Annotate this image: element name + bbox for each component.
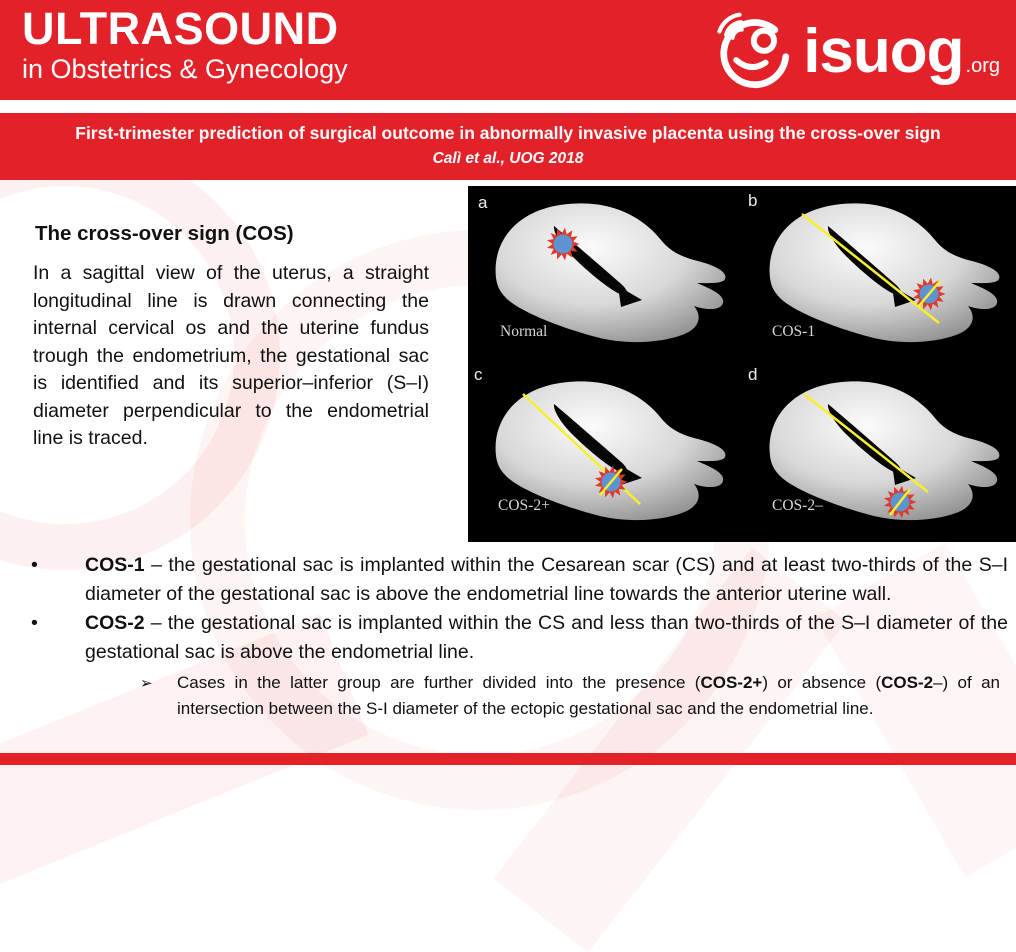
journal-logo — [22, 5, 348, 84]
panel-letter: a — [478, 193, 488, 212]
fetus-logo-icon — [709, 8, 797, 92]
panel-label: COS-2+ — [498, 497, 550, 514]
title-bar — [0, 113, 1016, 180]
sub-bullet-cos-2-subtypes — [140, 670, 1000, 722]
bullet-text: COS-2 – the gestational sac is implanted within the CS and less than two-thirds of the S–I diameter of the gestational sac is above the endometrial line. — [85, 612, 1008, 663]
panel-label: Normal — [500, 323, 548, 340]
isuog-logo-domain: .org — [965, 55, 1000, 77]
panel-label: COS-1 — [772, 323, 816, 340]
isuog-logo-text: isuog — [803, 17, 964, 86]
cos-figure — [468, 186, 1016, 542]
paper-citation: Calì et al., UOG 2018 — [432, 150, 584, 167]
panel-letter: d — [748, 365, 758, 384]
definition-paragraph: In a sagittal view of the uterus, a straight longitudinal line is drawn connecting the internal cervical os and the uterine fundus trough the endometrium, the gestational sac is identified and its superior–inferior (S–I) diameter perpendicular to the endometrial line is traced. — [33, 262, 429, 449]
cos-definition-block — [33, 222, 429, 453]
bullet-text: COS-1 – the gestational sac is implanted within the Cesarean scar (CS) and at least two-thirds of the S–I diameter of the gestational sac is above the endometrial line towards the anterior uterine wall. — [85, 554, 1008, 605]
top-banner — [0, 0, 1016, 100]
panel-letter: c — [474, 365, 483, 384]
sub-bullet-text: Cases in the latter group are further divided into the presence (COS-2+) or absence (COS-2–) of an intersection between the S-I diameter of the ectopic gestational sac and the endometrial line. — [177, 673, 1000, 718]
bullet-marker: • — [31, 612, 38, 634]
definition-bullets — [0, 551, 1016, 722]
figure-panel-c — [468, 364, 742, 542]
bullet-cos-2 — [31, 609, 1008, 667]
figure-panel-b — [742, 186, 1016, 364]
section-heading: The cross-over sign (COS) — [35, 222, 294, 245]
footer-bar — [0, 753, 1016, 765]
paper-title: First-trimester prediction of surgical outcome in abnormally invasive placenta using the cross-over sign — [75, 123, 941, 143]
bullet-cos-1 — [31, 551, 1008, 609]
panel-label: COS-2– — [772, 497, 823, 514]
bullet-marker: • — [31, 554, 38, 576]
panel-letter: b — [748, 191, 758, 210]
arrow-bullet-marker: ➢ — [140, 675, 153, 692]
figure-panel-d — [742, 364, 1016, 542]
figure-panel-a — [468, 186, 742, 364]
journal-name: ULTRASOUND — [22, 3, 339, 54]
isuog-logo — [709, 8, 1000, 92]
journal-subtitle: in Obstetrics & Gynecology — [22, 54, 348, 84]
